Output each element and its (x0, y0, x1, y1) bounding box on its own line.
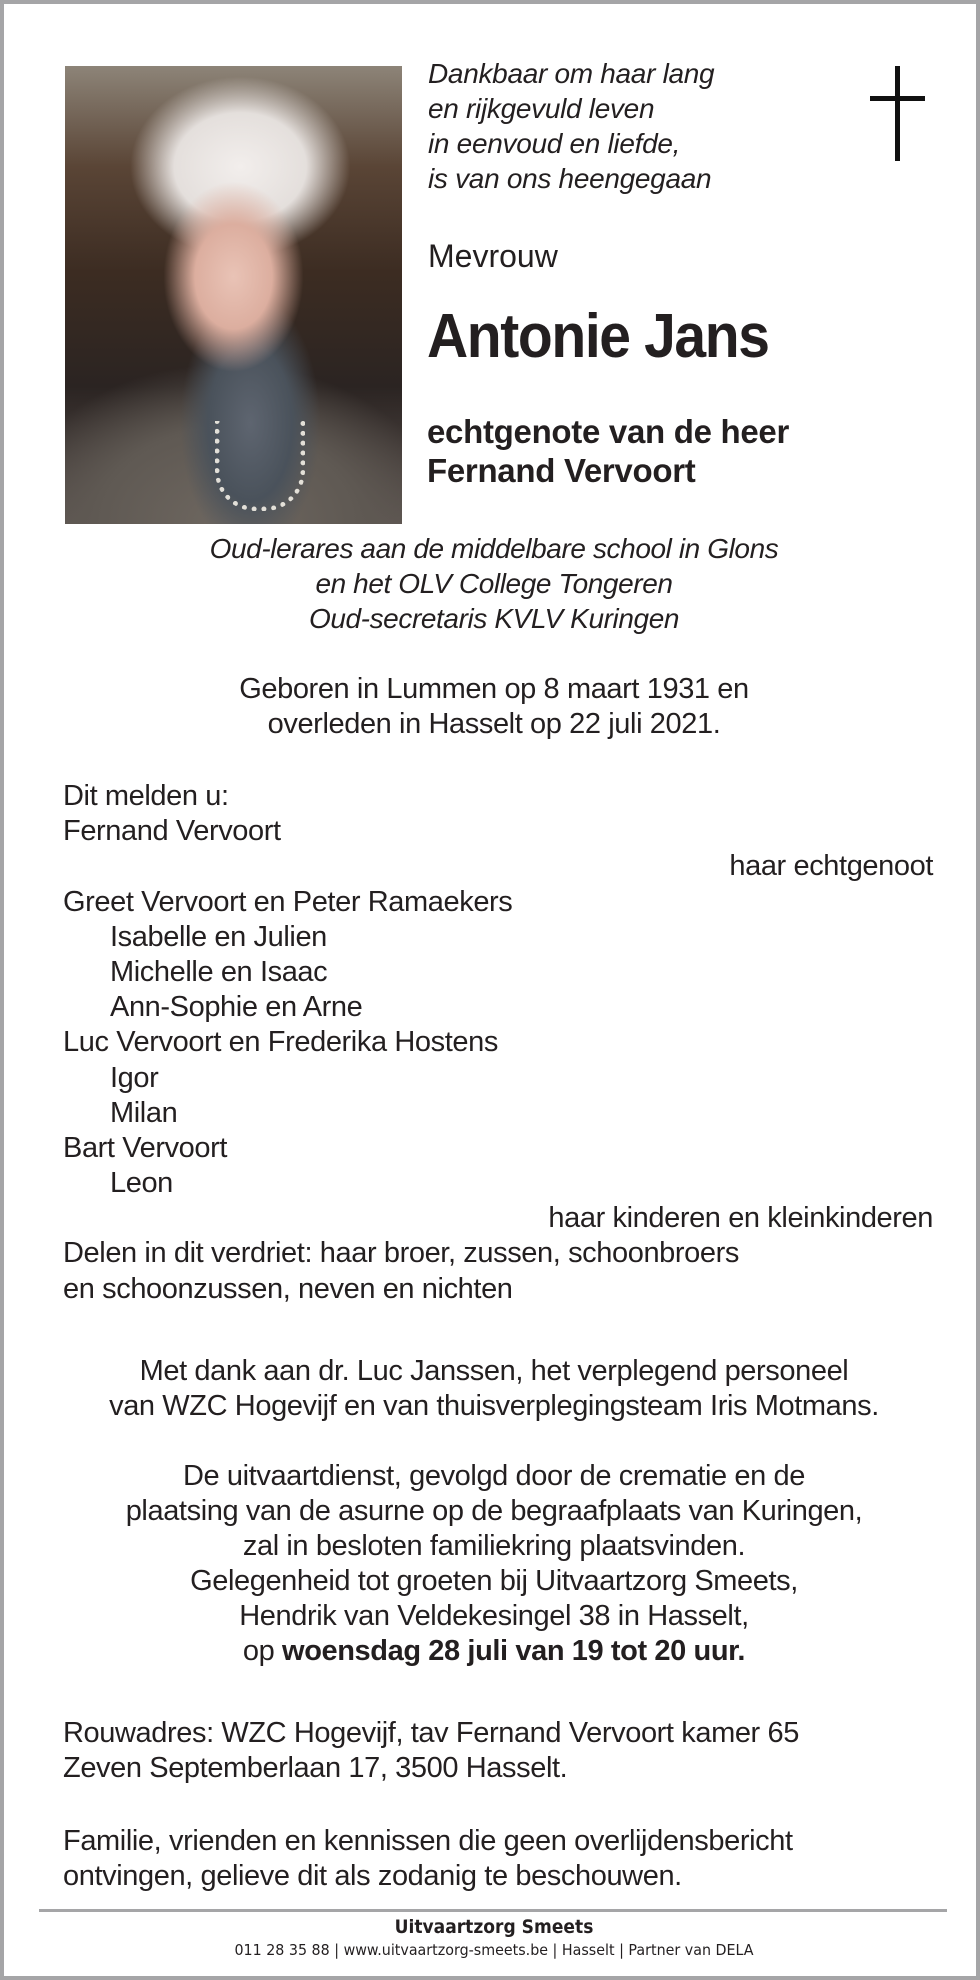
phone: 011 28 35 88 (234, 1941, 330, 1959)
visitation-prefix: op (242, 1635, 275, 1667)
spouse-line: echtgenote van de heer (427, 413, 790, 450)
deceased-name: Antonie Jans (427, 302, 769, 371)
family-announcement (63, 779, 933, 1307)
visitation-date: woensdag 28 juli van 19 tot 20 uur. (282, 1635, 746, 1667)
notice-text (63, 1824, 793, 1894)
poem-line: is van ons heengegaan (428, 163, 712, 194)
notice-line: ontvingen, gelieve dit als zodanig te beschouwen. (63, 1860, 682, 1892)
footer-divider (39, 1909, 947, 1912)
poem-line: en rijkgevuld leven (428, 93, 655, 124)
notice-line: Familie, vrienden en kennissen die geen overlijdensbericht (63, 1825, 793, 1857)
birth-death-dates (34, 672, 954, 742)
family-row: en schoonzussen, neven en nichten (63, 1272, 513, 1305)
thanks-section (34, 1354, 954, 1424)
career-line: Oud-lerares aan de middelbare school in Glons (209, 533, 779, 564)
family-row: Fernand Vervoort (63, 815, 281, 848)
title-prefix: Mevrouw (428, 238, 558, 274)
death-line: overleden in Hasselt op 22 juli 2021. (267, 708, 721, 740)
city: Hasselt (561, 1941, 615, 1959)
career-line: en het OLV College Tongeren (315, 568, 673, 599)
grandchild-row: Isabelle en Julien (110, 920, 327, 953)
funeral-home-contact: 011 28 35 88 | www.uitvaartzorg-smeets.be | Hasselt | Partner van DELA (234, 1941, 754, 1959)
announcement-intro: Dit melden u: (63, 780, 229, 812)
service-line: zal in besloten familiekring plaatsvinden. (242, 1530, 746, 1562)
relation-label: haar kinderen en kleinkinderen (548, 1202, 933, 1235)
visitation-time (34, 1634, 954, 1669)
poem-line: in eenvoud en liefde, (428, 128, 681, 159)
address-line: Zeven Septemberlaan 17, 3500 Hasselt. (63, 1752, 568, 1784)
thanks-line: Met dank aan dr. Luc Janssen, het verplegend personeel (139, 1355, 849, 1387)
spouse-info (427, 412, 789, 490)
family-row: Greet Vervoort en Peter Ramaekers (63, 885, 513, 918)
grandchild-row: Igor (110, 1061, 159, 1094)
service-line: plaatsing van de asurne op de begraafplaats van Kuringen, (125, 1495, 863, 1527)
grandchild-row: Leon (110, 1167, 173, 1200)
career-info (34, 531, 954, 636)
family-row: Delen in dit verdriet: haar broer, zussen, schoonbroers (63, 1237, 739, 1270)
funeral-service-info (34, 1459, 954, 1669)
poem (428, 56, 714, 196)
poem-line: Dankbaar om haar lang (428, 58, 715, 89)
grandchild-row: Michelle en Isaac (110, 955, 328, 988)
relation-label: haar echtgenoot (729, 850, 933, 883)
service-line: Hendrik van Veldekesingel 38 in Hasselt, (239, 1600, 749, 1632)
spouse-name: Fernand Vervoort (427, 452, 696, 489)
career-line: Oud-secretaris KVLV Kuringen (308, 603, 680, 634)
family-row: Bart Vervoort (63, 1131, 228, 1164)
address-line: Rouwadres: WZC Hogevijf, tav Fernand Vervoort kamer 65 (63, 1717, 799, 1749)
grandchild-row: Ann-Sophie en Arne (110, 991, 363, 1024)
website-link[interactable]: www.uitvaartzorg-smeets.be (343, 1941, 549, 1959)
grandchild-row: Milan (110, 1096, 178, 1129)
birth-line: Geboren in Lummen op 8 maart 1931 en (239, 673, 749, 705)
mourning-address (63, 1716, 799, 1786)
pearl-necklace-detail (215, 421, 305, 511)
portrait-photo (65, 66, 402, 524)
family-row: Luc Vervoort en Frederika Hostens (63, 1026, 498, 1059)
service-line: De uitvaartdienst, gevolgd door de crematie en de (182, 1460, 805, 1492)
partner: Partner van DELA (628, 1941, 754, 1959)
thanks-line: van WZC Hogevijf en van thuisverplegingsteam Iris Motmans. (109, 1390, 879, 1422)
funeral-home-name: Uitvaartzorg Smeets (394, 1916, 594, 1938)
service-line: Gelegenheid tot groeten bij Uitvaartzorg Smeets, (190, 1565, 798, 1597)
